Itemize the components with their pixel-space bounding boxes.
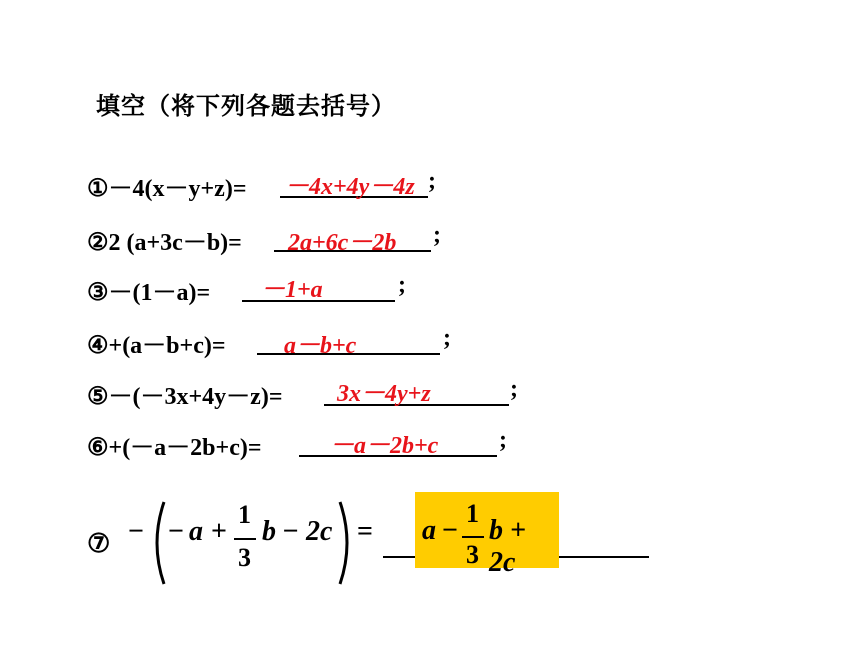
answer-minus: − [442, 515, 458, 546]
variable-b: b [262, 516, 276, 547]
minus-2c: − 2c [282, 516, 333, 547]
left-paren-icon [148, 500, 168, 586]
answer-text: 3x－4y+z [337, 381, 431, 407]
question-label: ①－4(x－y+z)= [87, 176, 247, 202]
variable-a: a [189, 516, 203, 547]
answer-rest: b + 2c [489, 515, 526, 578]
equals-sign: = [357, 516, 373, 547]
minus-sign: − [168, 516, 184, 547]
answer-fraction-denominator: 3 [466, 540, 479, 569]
answer-highlight-box [415, 492, 559, 578]
semicolon: ; [428, 168, 436, 194]
question-7-number: ⑦ [87, 529, 111, 558]
answer-text: －4x+4y－4z [285, 174, 415, 200]
minus-sign: − [128, 516, 144, 547]
right-paren-icon [336, 500, 356, 586]
answer-text: －a－2b+c [330, 433, 439, 459]
question-label: ③－(1－a)= [87, 280, 211, 306]
fraction-numerator: 1 [238, 500, 251, 529]
fraction-bar [234, 538, 256, 540]
plus-sign: + [211, 516, 227, 547]
question-label: ②2 (a+3c－b)= [87, 230, 242, 256]
answer-text: 2a+6c－2b [288, 230, 397, 256]
semicolon: ; [433, 222, 441, 248]
question-label: ⑥+(－a－2b+c)= [87, 435, 262, 461]
answer-text: －1+a [261, 277, 323, 303]
answer-fraction-numerator: 1 [466, 499, 479, 528]
semicolon: ; [499, 427, 507, 453]
semicolon: ; [443, 325, 451, 351]
question-label: ⑤－(－3x+4y－z)= [87, 384, 283, 410]
semicolon: ; [398, 272, 406, 298]
fraction-denominator: 3 [238, 543, 251, 572]
answer-text: a－b+c [284, 333, 357, 359]
question-label: ④+(a－b+c)= [87, 333, 226, 359]
answer-fraction-bar [462, 536, 484, 538]
semicolon: ; [510, 376, 518, 402]
answer-variable-a: a [422, 515, 436, 546]
page-title: 填空（将下列各题去括号） [96, 92, 396, 120]
